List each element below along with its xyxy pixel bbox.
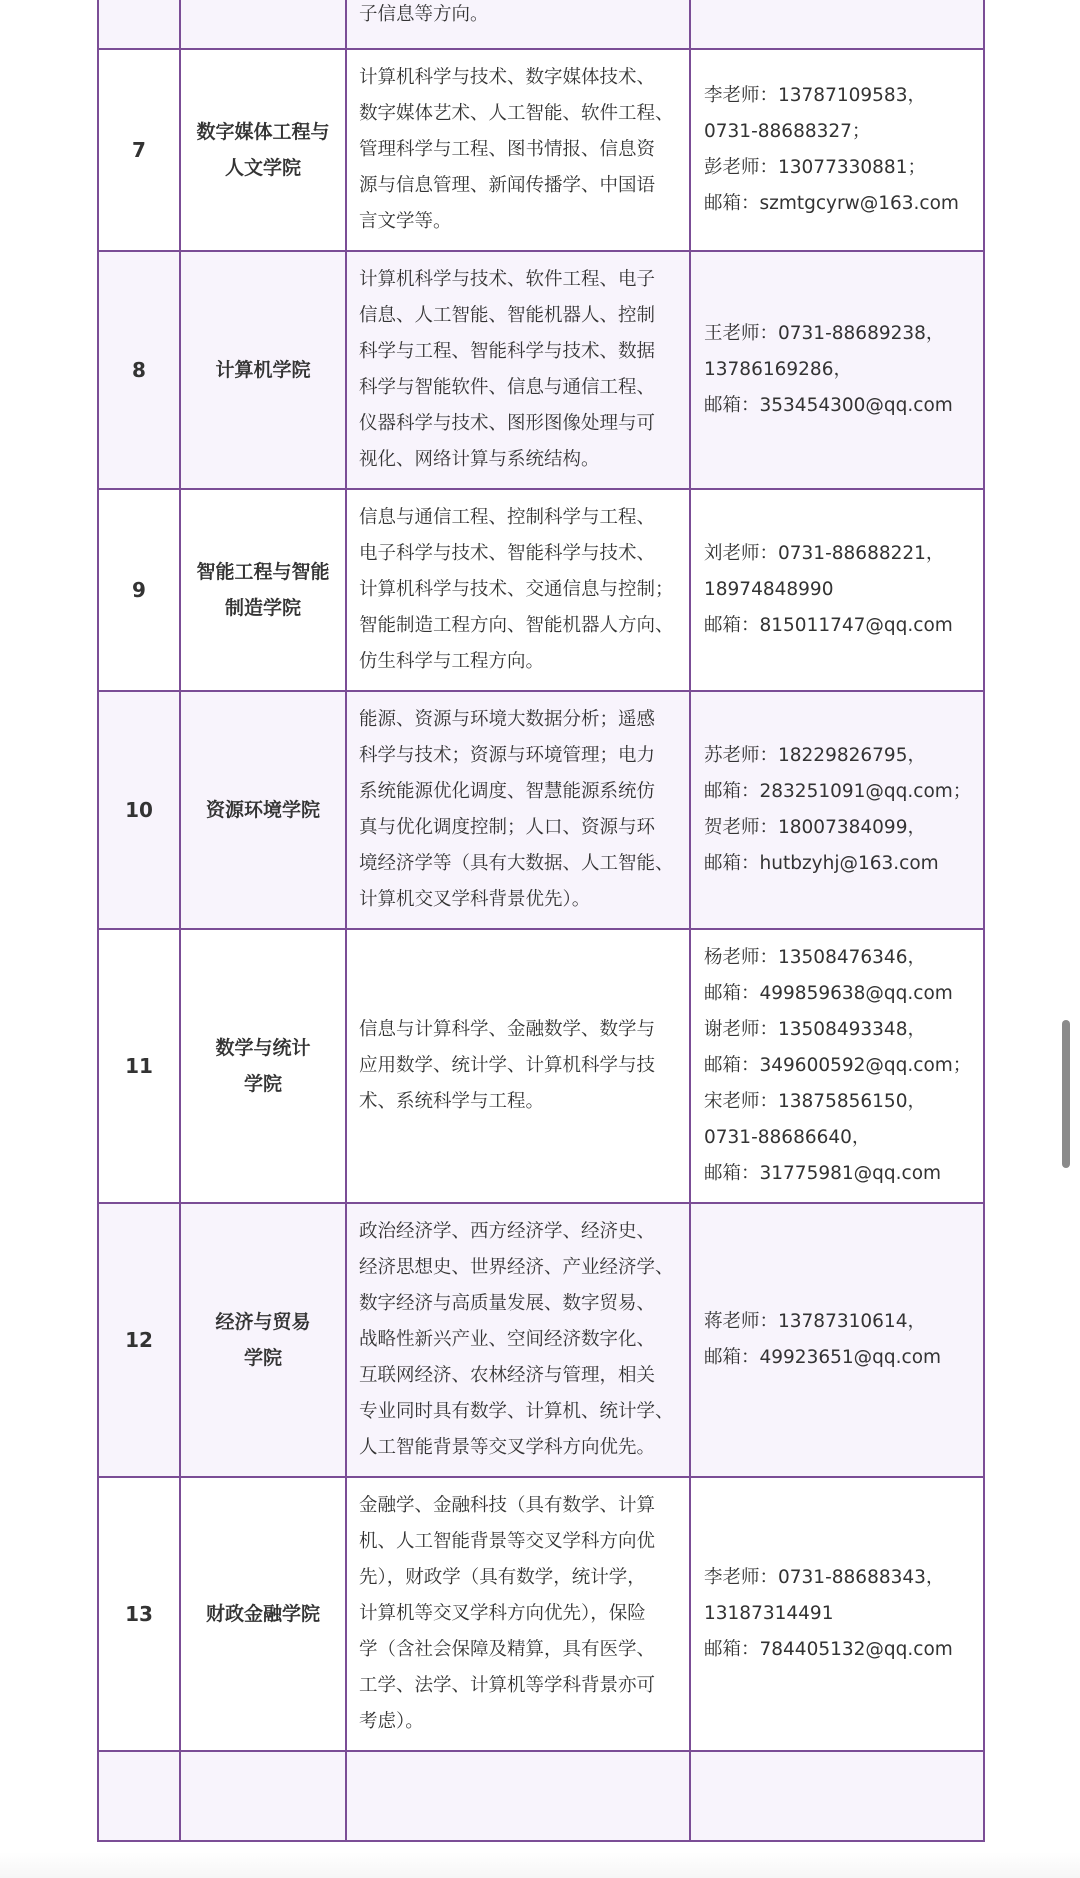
contact-info-line: 18974848990 (704, 579, 834, 600)
row-number: 9 (98, 489, 180, 691)
row-number: 8 (98, 251, 180, 489)
contact-info (690, 1203, 984, 1477)
college-name (180, 1751, 346, 1841)
majors-description-line: 科学与工程、智能科学与技术、数据 (359, 341, 656, 362)
majors-description (346, 489, 690, 691)
contact-info-line: 邮箱：784405132@qq.com (704, 1639, 953, 1660)
college-name-line: 智能工程与智能 (196, 561, 330, 583)
college-name (180, 0, 346, 49)
majors-description-line: 科学与技术；资源与环境管理；电力 (359, 745, 656, 766)
contact-info-line: 蒋老师：13787310614， (704, 1311, 926, 1332)
contact-info (690, 49, 984, 251)
majors-description-line: 专业同时具有数学、计算机、统计学、 (359, 1401, 674, 1422)
table-row (98, 0, 984, 49)
majors-description (346, 0, 690, 49)
table-row (98, 251, 984, 489)
majors-description-line: 信息、人工智能、智能机器人、控制 (359, 305, 656, 326)
contact-info-line: 苏老师：18229826795， (704, 745, 926, 766)
majors-description (346, 1751, 690, 1841)
row-number: 7 (98, 49, 180, 251)
contact-info (690, 1751, 984, 1841)
contact-info (690, 1477, 984, 1751)
contact-info (690, 251, 984, 489)
contact-info-line: 邮箱：49923651@qq.com (704, 1347, 942, 1368)
college-name (180, 929, 346, 1203)
college-name-line: 数字媒体工程与 (196, 121, 330, 143)
table-row (98, 929, 984, 1203)
bottom-edge (0, 1852, 1080, 1878)
contact-info-line: 13187314491 (704, 1603, 834, 1624)
majors-description-line: 先），财政学（具有数学，统计学， (359, 1567, 646, 1588)
majors-description-line: 系统能源优化调度、智慧能源系统仿 (359, 781, 656, 802)
majors-description-line: 电子科学与技术、智能科学与技术、 (359, 543, 656, 564)
college-name-line: 数学与统计 (215, 1037, 311, 1059)
majors-description (346, 929, 690, 1203)
table-row (98, 1203, 984, 1477)
contact-info-line: 杨老师：13508476346， (704, 947, 926, 968)
row-number: 11 (98, 929, 180, 1203)
majors-description-line: 工学、法学、计算机等学科背景亦可 (359, 1675, 656, 1696)
college-name-line: 资源环境学院 (205, 799, 320, 821)
contact-info-line: 邮箱：hutbzyhj@163.com (704, 853, 939, 874)
majors-description-line: 科学与智能软件、信息与通信工程、 (359, 377, 656, 398)
scrollbar-thumb[interactable] (1062, 1020, 1070, 1168)
majors-description-line: 计算机科学与技术、软件工程、电子 (359, 269, 656, 290)
contact-info-line: 王老师：0731-88689238， (704, 323, 945, 344)
majors-description-line: 互联网经济、农林经济与管理，相关 (359, 1365, 656, 1386)
contact-info-line: 邮箱：szmtgcyrw@163.com (704, 193, 959, 214)
majors-description-line: 应用数学、统计学、计算机科学与技 (359, 1055, 656, 1076)
majors-description-line: 计算机科学与技术、数字媒体技术、 (359, 67, 656, 88)
contact-info-line: 邮箱：353454300@qq.com (704, 395, 953, 416)
majors-description-line: 计算机科学与技术、交通信息与控制； (359, 579, 674, 600)
contact-info (690, 691, 984, 929)
college-name-line: 学院 (243, 1073, 282, 1095)
college-name-line: 人文学院 (224, 157, 301, 179)
college-name (180, 691, 346, 929)
majors-description (346, 691, 690, 929)
majors-contact-table (97, 0, 985, 1842)
contact-info-line: 宋老师：13875856150， (704, 1091, 926, 1112)
college-name (180, 1477, 346, 1751)
majors-description-line: 真与优化调度控制；人口、资源与环 (359, 817, 656, 838)
college-name-line: 计算机学院 (215, 359, 311, 381)
table-row (98, 1477, 984, 1751)
majors-description-line: 信息与通信工程、控制科学与工程、 (359, 507, 656, 528)
table-row (98, 489, 984, 691)
contact-info-line: 邮箱：815011747@qq.com (704, 615, 953, 636)
contact-info-line: 谢老师：13508493348， (704, 1019, 926, 1040)
majors-description-line: 境经济学等（具有大数据、人工智能、 (359, 853, 674, 874)
majors-description (346, 1477, 690, 1751)
majors-description-line: 仿生科学与工程方向。 (359, 651, 545, 672)
college-name-line: 财政金融学院 (205, 1603, 320, 1625)
contact-info-line: 邮箱：349600592@qq.com； (704, 1055, 972, 1076)
majors-description-line: 学（含社会保障及精算，具有医学、 (359, 1639, 656, 1660)
table-row (98, 1751, 984, 1841)
majors-description-line: 计算机等交叉学科方向优先），保险 (359, 1603, 646, 1624)
majors-description-line: 机、人工智能背景等交叉学科方向优 (359, 1531, 656, 1552)
majors-description-line: 数字经济与高质量发展、数字贸易、 (359, 1293, 656, 1314)
row-number: 13 (98, 1477, 180, 1751)
college-name (180, 251, 346, 489)
contact-info-line: 刘老师：0731-88688221， (704, 543, 945, 564)
majors-description-line: 管理科学与工程、图书情报、信息资 (359, 139, 656, 160)
college-name (180, 49, 346, 251)
majors-description-line: 子信息等方向。 (359, 4, 489, 25)
contact-info-line: 邮箱：31775981@qq.com (704, 1163, 942, 1184)
majors-description-line: 智能制造工程方向、智能机器人方向、 (359, 615, 674, 636)
majors-description-line: 数字媒体艺术、人工智能、软件工程、 (359, 103, 674, 124)
contact-info-line: 0731-88686640， (704, 1127, 871, 1148)
majors-description (346, 251, 690, 489)
table-row (98, 691, 984, 929)
contact-info-line: 李老师：13787109583， (704, 85, 926, 106)
majors-description-line: 能源、资源与环境大数据分析；遥感 (359, 709, 656, 730)
contact-info-line: 邮箱：283251091@qq.com； (704, 781, 972, 802)
majors-description-line: 信息与计算科学、金融数学、数学与 (359, 1019, 656, 1040)
majors-description-line: 经济思想史、世界经济、产业经济学、 (359, 1257, 674, 1278)
college-name-line: 制造学院 (224, 597, 301, 619)
majors-description-line: 仪器科学与技术、图形图像处理与可 (359, 413, 656, 434)
majors-description-line: 人工智能背景等交叉学科方向优先。 (359, 1437, 656, 1458)
college-name (180, 489, 346, 691)
contact-info-line: 李老师：0731-88688343， (704, 1567, 945, 1588)
majors-description (346, 49, 690, 251)
majors-description-line: 战略性新兴产业、空间经济数字化、 (359, 1329, 656, 1350)
contact-info-line: 贺老师：18007384099， (704, 817, 926, 838)
college-name-line: 学院 (243, 1347, 282, 1369)
contact-info-line: 邮箱：499859638@qq.com (704, 983, 953, 1004)
majors-description-line: 视化、网络计算与系统结构。 (359, 449, 600, 470)
majors-description-line: 术、系统科学与工程。 (359, 1091, 545, 1112)
majors-description-line: 政治经济学、西方经济学、经济史、 (359, 1221, 656, 1242)
contact-info (690, 489, 984, 691)
table-body (98, 0, 984, 1841)
majors-description-line: 源与信息管理、新闻传播学、中国语 (359, 175, 656, 196)
row-number (98, 0, 180, 49)
contact-info-line: 13786169286， (704, 359, 852, 380)
majors-description-line: 计算机交叉学科背景优先）。 (359, 889, 591, 910)
contact-info (690, 0, 984, 49)
college-name-line: 经济与贸易 (215, 1311, 311, 1333)
contact-info (690, 929, 984, 1203)
table-row (98, 49, 984, 251)
contact-info-line: 0731-88688327； (704, 121, 871, 142)
row-number: 10 (98, 691, 180, 929)
majors-description-line: 金融学、金融科技（具有数学、计算 (359, 1495, 656, 1516)
college-name (180, 1203, 346, 1477)
vertical-scrollbar[interactable] (1062, 1020, 1072, 1170)
majors-description-line: 言文学等。 (359, 211, 452, 232)
contact-info-line: 彭老师：13077330881； (704, 157, 926, 178)
majors-description (346, 1203, 690, 1477)
row-number: 12 (98, 1203, 180, 1477)
row-number (98, 1751, 180, 1841)
majors-description-line: 考虑）。 (359, 1711, 424, 1732)
